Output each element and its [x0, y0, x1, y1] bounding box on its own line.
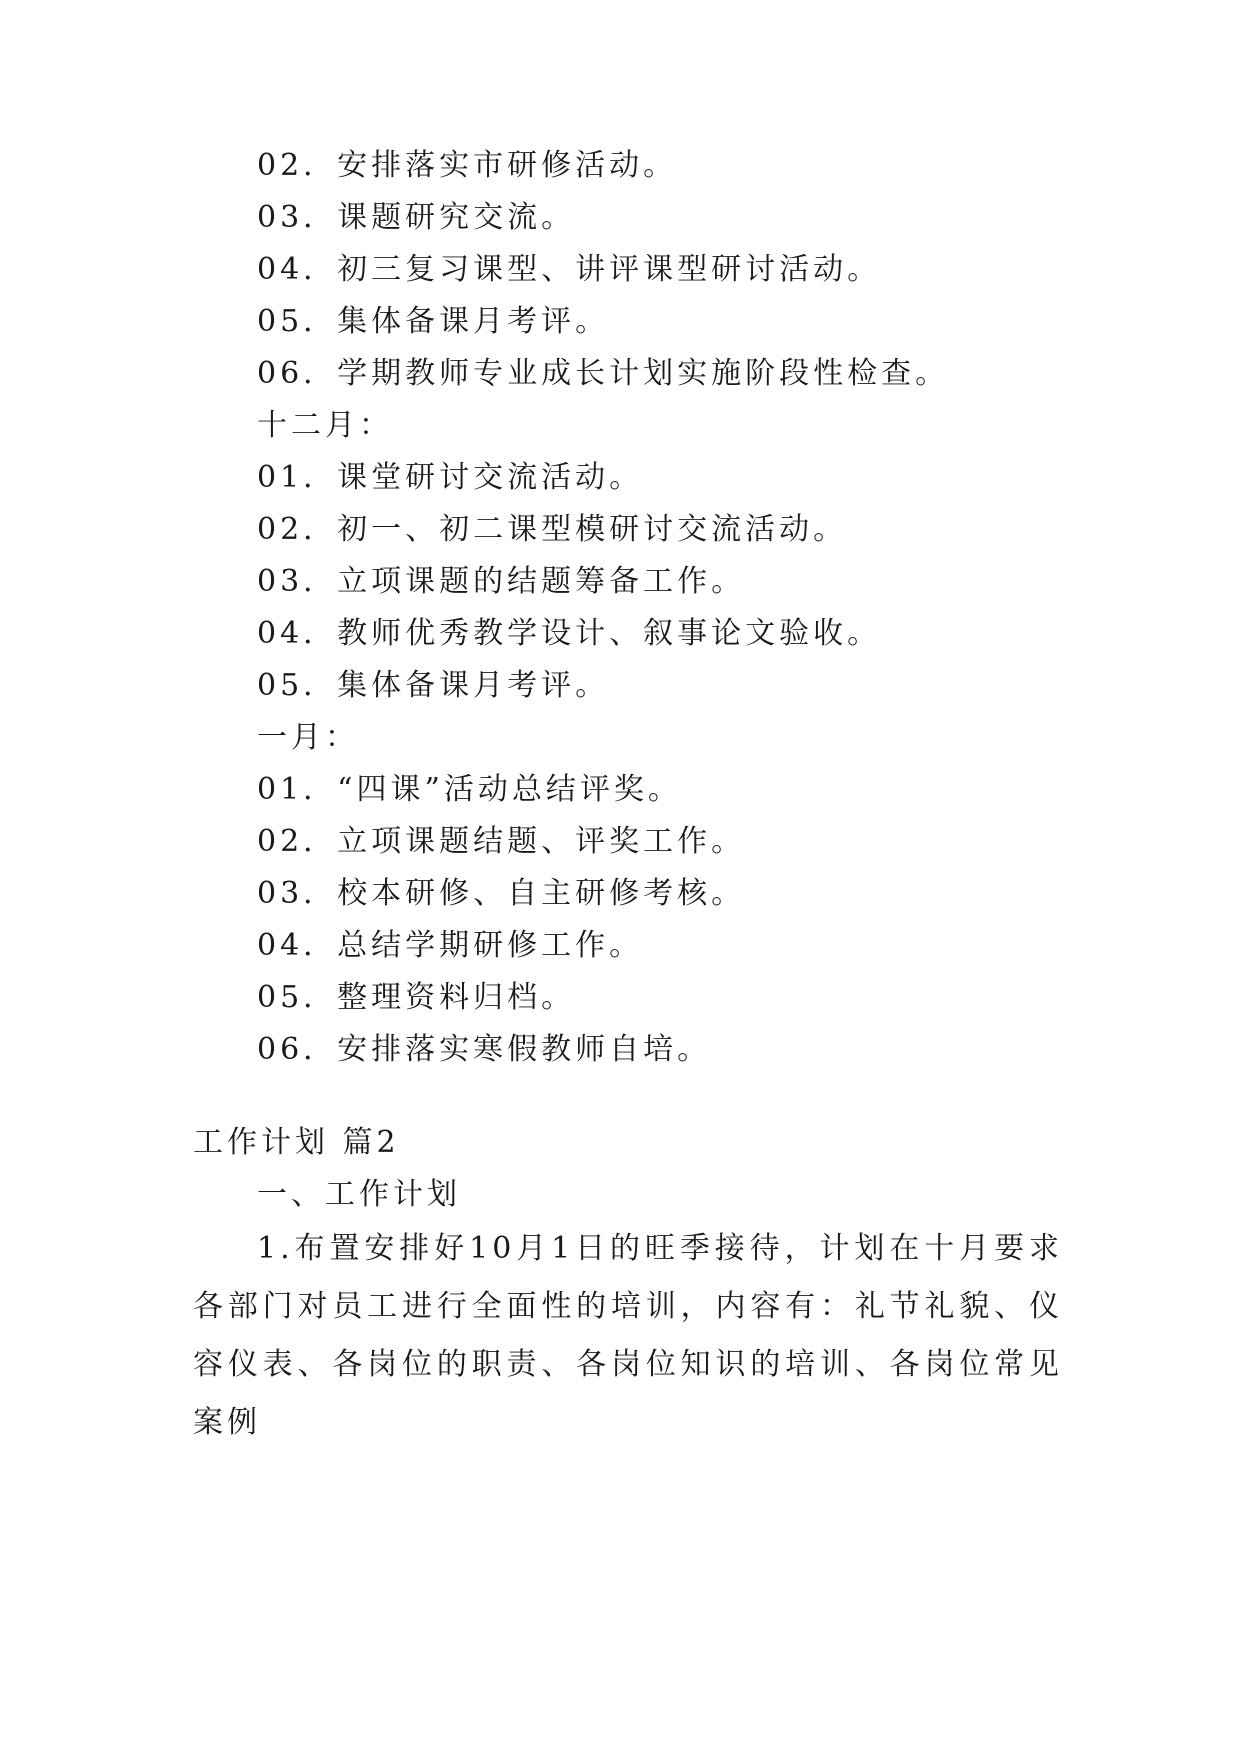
list-item: 05．集体备课月考评。 — [257, 304, 610, 339]
section-title: 工作计划 篇2 — [193, 1125, 400, 1160]
month-heading-december: 十二月： — [257, 408, 393, 443]
list-item: 04．教师优秀教学设计、叙事论文验收。 — [257, 616, 882, 651]
list-item: 06．学期教师专业成长计划实施阶段性检查。 — [257, 356, 950, 391]
list-item: 05．整理资料归档。 — [257, 980, 576, 1015]
list-item: 03．课题研究交流。 — [257, 200, 576, 235]
list-item: 01．“四课”活动总结评奖。 — [257, 772, 682, 807]
body-paragraph: 1.布置安排好10月1日的旺季接待，计划在十月要求各部门对员工进行全面性的培训，内容有：礼节礼貌、仪容仪表、各岗位的职责、各岗位知识的培训、各岗位常见案例 — [193, 1231, 1063, 1440]
list-item: 03．校本研修、自主研修考核。 — [257, 876, 746, 911]
month-heading-january: 一月： — [257, 720, 359, 755]
list-item: 04．总结学期研修工作。 — [257, 928, 644, 963]
list-item: 02．安排落实市研修活动。 — [257, 148, 678, 183]
list-item: 03．立项课题的结题筹备工作。 — [257, 564, 746, 599]
list-item: 01．课堂研讨交流活动。 — [257, 460, 644, 495]
list-item: 02．立项课题结题、评奖工作。 — [257, 824, 746, 859]
list-item: 05．集体备课月考评。 — [257, 668, 610, 703]
list-item: 04．初三复习课型、讲评课型研讨活动。 — [257, 252, 882, 287]
list-item: 06．安排落实寒假教师自培。 — [257, 1032, 712, 1067]
section-subheading: 一、工作计划 — [257, 1177, 461, 1212]
list-item: 02．初一、初二课型模研讨交流活动。 — [257, 512, 848, 547]
